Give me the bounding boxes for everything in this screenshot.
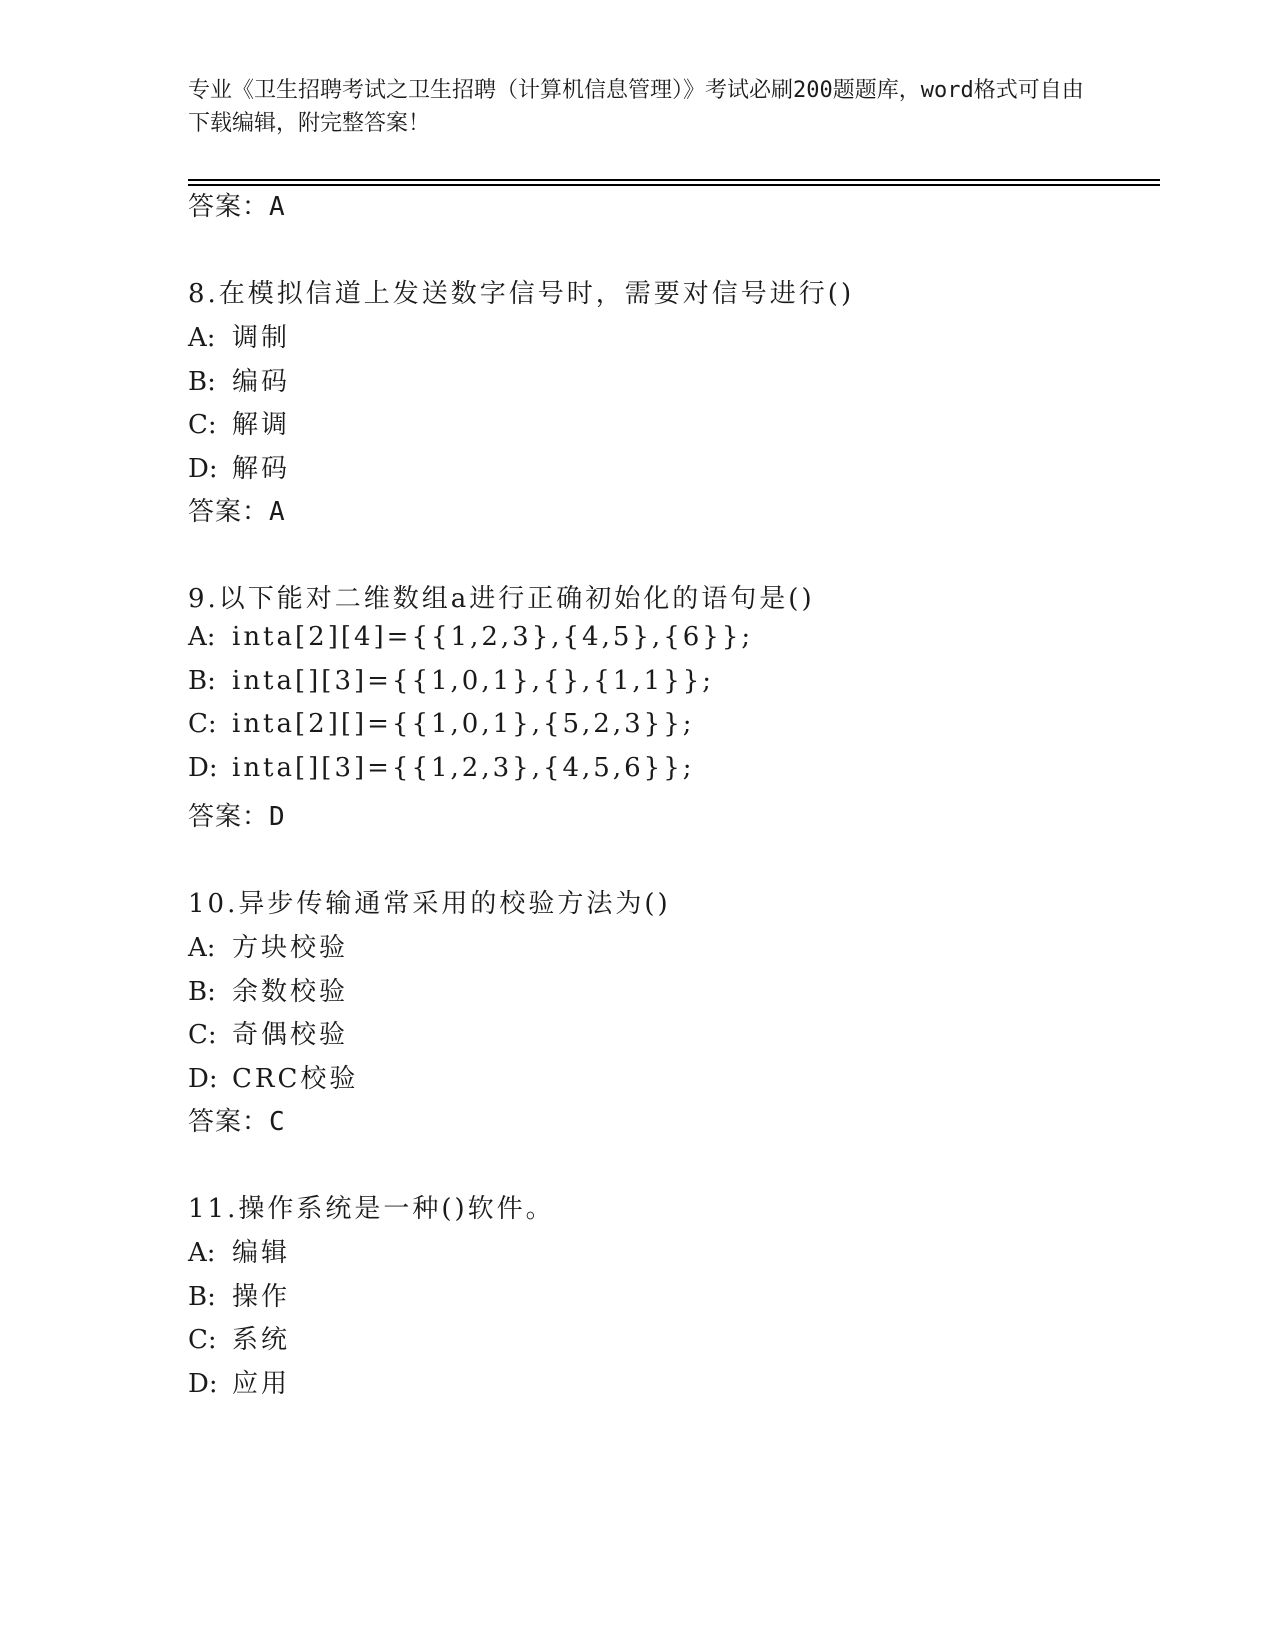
option-key: B: [188, 367, 216, 397]
question-title: 9.以下能对二维数组a进行正确初始化的语句是() [188, 584, 815, 614]
option-key: A: [188, 1238, 216, 1268]
option-text: inta[2][4]={{1,2,3},{4,5},{6}}; [232, 622, 754, 652]
answer-line [188, 491, 286, 528]
option-key: A: [188, 323, 216, 353]
answer-line [188, 796, 286, 833]
option-d [188, 1058, 358, 1095]
answer-label: 答案： [188, 1107, 270, 1137]
option-key: C: [188, 1020, 217, 1050]
option-text: 解调 [232, 410, 291, 440]
answer-value: A [269, 497, 286, 527]
option-d [188, 448, 290, 485]
option-a [188, 927, 348, 964]
question-title: 11.操作系统是一种()软件。 [188, 1194, 555, 1224]
option-key: D: [188, 753, 218, 783]
option-text: 操作 [232, 1282, 291, 1312]
option-key: B: [188, 1282, 216, 1312]
option-d [188, 1363, 290, 1400]
header-divider-bottom [188, 184, 1160, 186]
document-header: 专业《卫生招聘考试之卫生招聘（计算机信息管理）》考试必刷200题题库，word格式可自由下载编辑，附完整答案！ [188, 78, 1084, 136]
option-key: C: [188, 1325, 217, 1355]
option-text: 系统 [232, 1325, 291, 1355]
option-text: 调制 [232, 323, 291, 353]
option-text: 奇偶校验 [232, 1020, 349, 1050]
option-key: D: [188, 454, 218, 484]
answer-line [188, 1101, 286, 1138]
option-key: A: [188, 933, 216, 963]
option-key: B: [188, 666, 216, 696]
option-key: C: [188, 709, 217, 739]
option-text: 应用 [232, 1369, 291, 1399]
option-text: 编码 [232, 367, 291, 397]
option-key: B: [188, 977, 216, 1007]
option-text: inta[][3]={{1,0,1},{},{1,1}}; [232, 666, 715, 696]
option-c [188, 1319, 290, 1356]
option-key: C: [188, 410, 217, 440]
answer-label: 答案： [188, 497, 270, 527]
option-text: CRC校验 [232, 1064, 359, 1094]
option-b [188, 361, 290, 398]
option-c [188, 404, 290, 441]
answer-value: A [269, 192, 286, 222]
header-divider-top [188, 179, 1160, 181]
option-c [188, 1014, 348, 1051]
option-b [188, 971, 348, 1008]
question-title: 10.异步传输通常采用的校验方法为() [188, 889, 671, 919]
option-text: inta[][3]={{1,2,3},{4,5,6}}; [232, 753, 695, 783]
option-text: 编辑 [232, 1238, 291, 1268]
option-b [188, 666, 714, 696]
option-text: 解码 [232, 454, 291, 484]
option-text: 方块校验 [232, 933, 349, 963]
answer-value: C [269, 1107, 286, 1137]
option-d [188, 753, 695, 783]
option-b [188, 1276, 290, 1313]
option-a [188, 317, 290, 354]
option-key: D: [188, 1369, 218, 1399]
answer-label: 答案： [188, 802, 270, 832]
option-key: A: [188, 622, 216, 652]
option-a [188, 622, 753, 652]
option-text: inta[2][]={{1,0,1},{5,2,3}}; [232, 709, 695, 739]
answer-line [188, 186, 286, 223]
question-title: 8.在模拟信道上发送数字信号时，需要对信号进行() [188, 279, 855, 309]
option-text: 余数校验 [232, 977, 349, 1007]
answer-value: D [269, 802, 286, 832]
option-a [188, 1232, 290, 1269]
option-c [188, 709, 695, 739]
answer-label: 答案： [188, 192, 270, 222]
option-key: D: [188, 1064, 218, 1094]
